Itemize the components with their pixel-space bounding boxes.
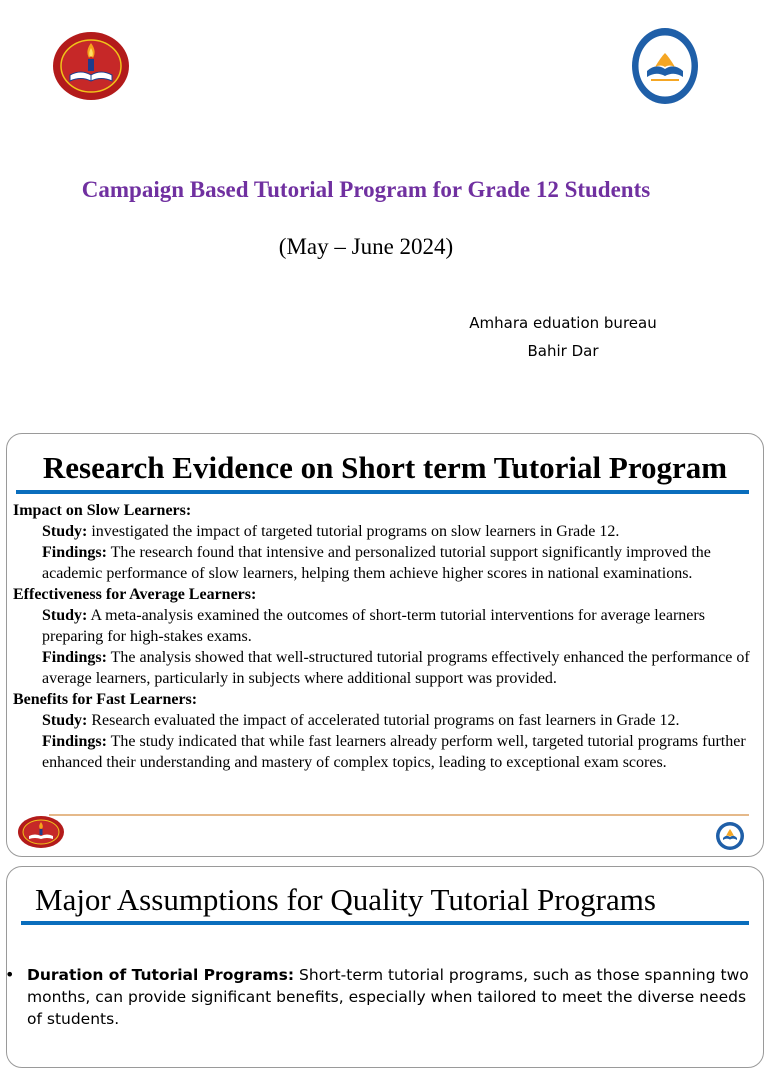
findings-text: The study indicated that while fast learners already perform well, targeted tutorial programs further enhanced their understanding and mastery of complex topics, leading to exceptional exam scores. bbox=[42, 733, 746, 771]
study-paragraph bbox=[13, 521, 755, 542]
findings-label: Findings: bbox=[42, 649, 107, 666]
organization-city: Bahir Dar bbox=[527, 342, 599, 360]
slide-title: Research Evidence on Short term Tutorial Program bbox=[42, 450, 728, 485]
study-paragraph bbox=[13, 710, 755, 731]
findings-label: Findings: bbox=[42, 733, 107, 750]
study-label: Study: bbox=[42, 712, 88, 729]
study-text: A meta-analysis examined the outcomes of short-term tutorial interventions for average learners preparing for high-stakes exams. bbox=[42, 607, 705, 645]
assumption-text: Short-term tutorial programs, such as those spanning two months, can provide significant benefits, especially when tailored to meet the diverse needs of students. bbox=[27, 966, 749, 1028]
organization-name: Amhara edu​ation bureau bbox=[469, 314, 657, 332]
ministry-footer-logo-icon bbox=[715, 821, 745, 851]
amhara-bureau-footer-logo-icon bbox=[17, 815, 65, 849]
findings-text: The research found that intensive and personalized tutorial support significantly improved the academic performance of slow learners, helping them achieve higher scores in national examinations. bbox=[42, 544, 711, 582]
title-divider bbox=[16, 490, 749, 494]
section-heading: Effectiveness for Average Learners: bbox=[13, 586, 257, 603]
findings-label: Findings: bbox=[42, 544, 107, 561]
findings-paragraph bbox=[13, 731, 755, 773]
section-heading: Impact on Slow Learners: bbox=[13, 502, 192, 519]
title-divider bbox=[21, 921, 749, 925]
findings-paragraph bbox=[13, 542, 755, 584]
findings-text: The analysis showed that well-structured tutorial programs effectively enhanced the performance of average learners, particularly in subjects where additional support was provided. bbox=[42, 649, 750, 687]
presentation-title: Campaign Based Tutorial Program for Grade 12 Students bbox=[81, 177, 651, 202]
findings-paragraph bbox=[13, 647, 755, 689]
study-paragraph bbox=[13, 605, 755, 647]
amhara-bureau-logo-icon bbox=[52, 31, 130, 101]
study-label: Study: bbox=[42, 607, 88, 624]
ministry-of-education-logo-icon bbox=[631, 27, 699, 105]
assumption-label: Duration of Tutorial Programs: bbox=[27, 966, 295, 984]
assumption-item bbox=[27, 964, 751, 1030]
bullet-marker: • bbox=[5, 965, 15, 984]
study-label: Study: bbox=[42, 523, 88, 540]
footer-divider bbox=[49, 814, 749, 816]
slide-title: Major Assumptions for Quality Tutorial Programs bbox=[35, 882, 656, 917]
research-evidence-slide bbox=[6, 433, 764, 857]
study-text: investigated the impact of targeted tutorial programs on slow learners in Grade 12. bbox=[87, 523, 620, 540]
major-assumptions-slide bbox=[6, 866, 764, 1068]
presentation-date: (May – June 2024) bbox=[278, 234, 454, 259]
section-heading: Benefits for Fast Learners: bbox=[13, 691, 198, 708]
study-text: Research evaluated the impact of accelerated tutorial programs on fast learners in Grade 12. bbox=[87, 712, 680, 729]
slide-body bbox=[13, 500, 755, 773]
title-slide bbox=[0, 0, 768, 430]
